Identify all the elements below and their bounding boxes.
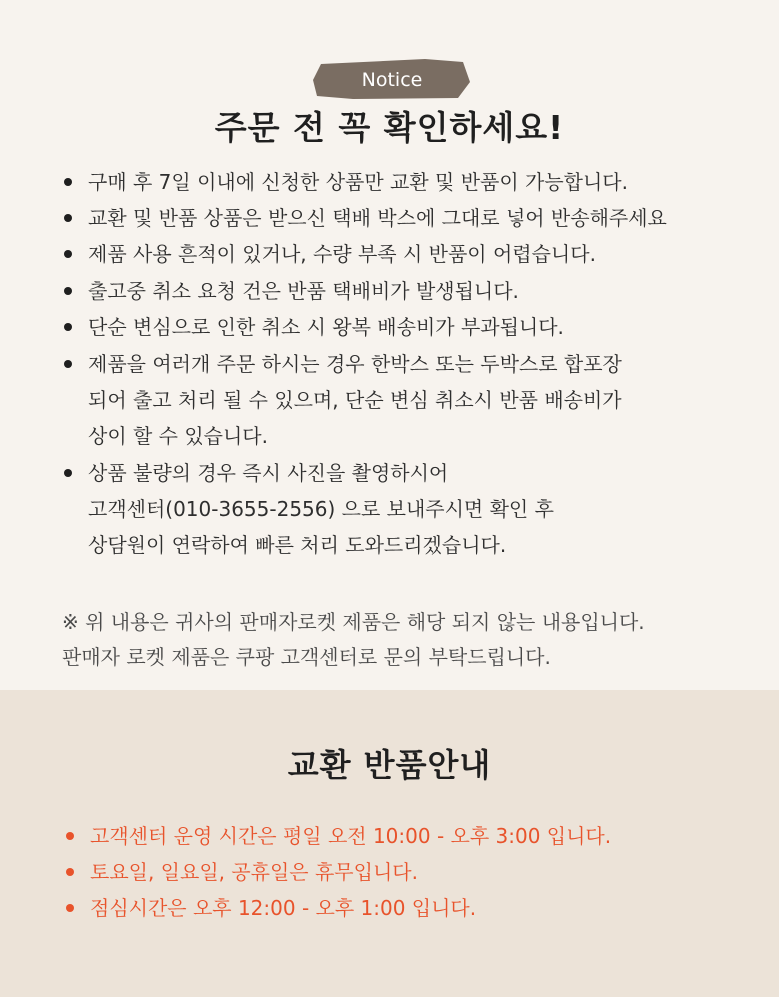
list-item bbox=[66, 818, 611, 854]
list-item bbox=[64, 164, 628, 200]
list-item-text: 토요일, 일요일, 공휴일은 휴무입니다. bbox=[90, 860, 418, 884]
list-item bbox=[66, 890, 476, 926]
list-item-text: 점심시간은 오후 12:00 - 오후 1:00 입니다. bbox=[90, 896, 477, 920]
bullet-icon bbox=[64, 360, 72, 368]
list-item-text: 출고중 취소 요청 건은 반품 택배비가 발생됩니다. bbox=[88, 279, 519, 303]
list-item-text: 상담원이 연락하여 빠른 처리 도와드리겠습니다. bbox=[88, 533, 507, 557]
list-item bbox=[64, 200, 667, 236]
bullet-icon bbox=[64, 469, 72, 477]
list-item bbox=[64, 273, 519, 309]
bullet-icon bbox=[64, 250, 72, 258]
list-item-text: 교환 및 반품 상품은 받으신 택배 박스에 그대로 넣어 반송해주세요 bbox=[88, 206, 667, 230]
list-item-text: 고객센터 운영 시간은 평일 오전 10:00 - 오후 3:00 입니다. bbox=[90, 824, 612, 848]
bullet-icon bbox=[66, 868, 74, 876]
list-item-text: 고객센터(010-3655-2556) 으로 보내주시면 확인 후 bbox=[88, 497, 554, 521]
list-item-text: 제품 사용 흔적이 있거나, 수량 부족 시 반품이 어렵습니다. bbox=[88, 242, 596, 266]
list-item-text: 상이 할 수 있습니다. bbox=[88, 424, 268, 448]
list-item bbox=[64, 236, 596, 272]
bullet-icon bbox=[66, 904, 74, 912]
exchange-info-section bbox=[0, 690, 779, 997]
bullet-icon bbox=[64, 178, 72, 186]
notice-badge bbox=[313, 58, 471, 100]
footnote-line-1: ※ 위 내용은 귀사의 판매자로켓 제품은 해당 되지 않는 내용입니다. bbox=[62, 610, 645, 634]
list-item bbox=[64, 455, 554, 563]
list-item bbox=[64, 309, 564, 345]
list-item-text: 되어 출고 처리 될 수 있으며, 단순 변심 취소시 반품 배송비가 bbox=[88, 388, 622, 412]
notice-badge-label: Notice bbox=[361, 69, 423, 91]
list-item-text: 제품을 여러개 주문 하시는 경우 한박스 또는 두박스로 합포장 bbox=[88, 352, 622, 376]
list-item-text: 단순 변심으로 인한 취소 시 왕복 배송비가 부과됩니다. bbox=[88, 315, 564, 339]
page-title: 주문 전 꼭 확인하세요! bbox=[214, 108, 565, 147]
bullet-icon bbox=[64, 287, 72, 295]
footnote-line-2: 판매자 로켓 제품은 쿠팡 고객센터로 문의 부탁드립니다. bbox=[62, 645, 551, 669]
bullet-icon bbox=[64, 214, 72, 222]
list-item-text: 상품 불량의 경우 즉시 사진을 촬영하시어 bbox=[88, 461, 449, 485]
list-item bbox=[66, 854, 418, 890]
bullet-icon bbox=[64, 323, 72, 331]
section-title: 교환 반품안내 bbox=[287, 746, 492, 784]
list-item bbox=[64, 346, 622, 454]
bullet-icon bbox=[66, 832, 74, 840]
list-item-text: 구매 후 7일 이내에 신청한 상품만 교환 및 반품이 가능합니다. bbox=[88, 170, 628, 194]
